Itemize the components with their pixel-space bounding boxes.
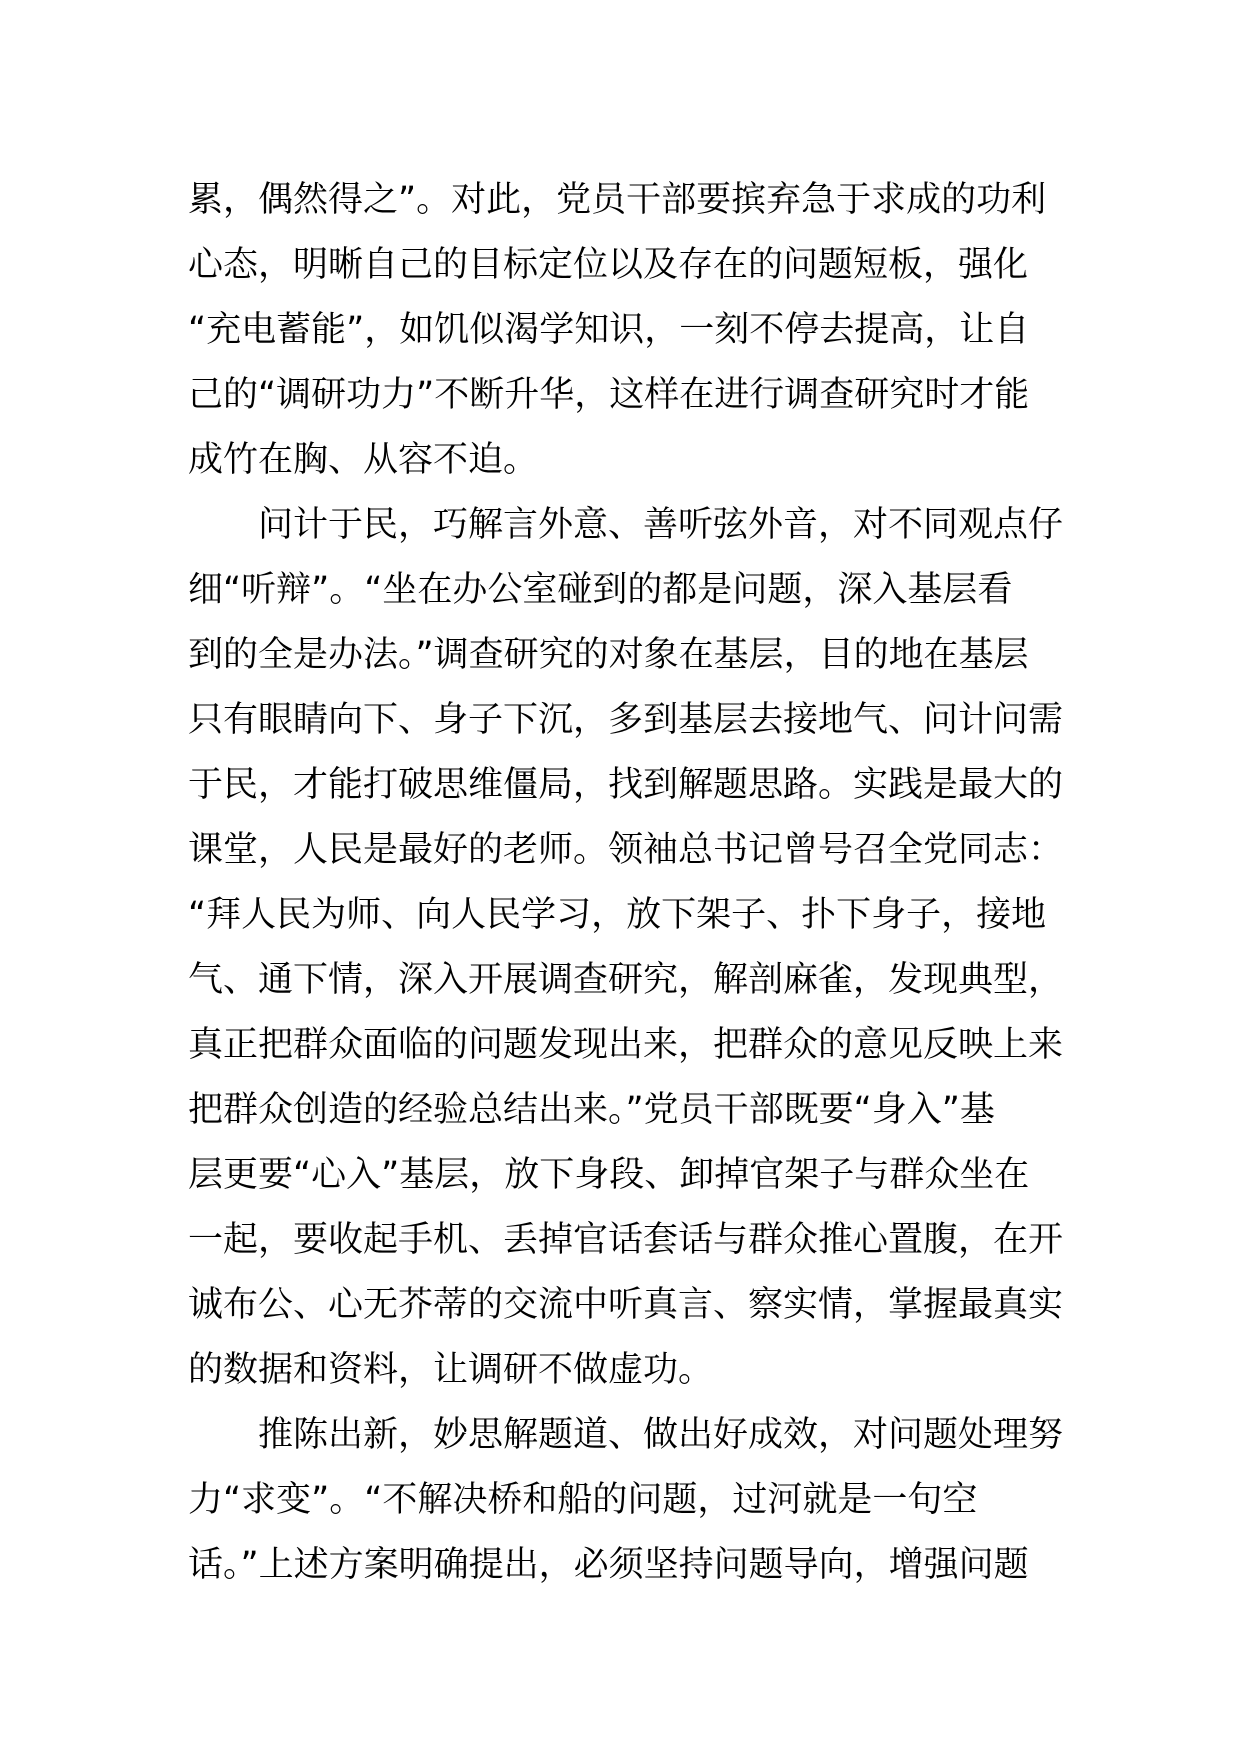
- text-line: 成竹在胸、从容不迫。: [188, 440, 539, 480]
- text-line: 的数据和资料，让调研不做虚功。: [188, 1350, 714, 1390]
- text-line: 己的“调研功力”不断升华，这样在进行调查研究时才能: [188, 375, 1030, 415]
- text-line: 课堂，人民是最好的老师。领袖总书记曾号召全党同志：: [188, 830, 1064, 870]
- text-line: 累，偶然得之”。对此，党员干部要摈弃急于求成的功利: [188, 180, 1047, 220]
- text-line: 话。”上述方案明确提出，必须坚持问题导向，增强问题: [188, 1545, 1029, 1585]
- text-line: 诚布公、心无芥蒂的交流中听真言、察实情，掌握最真实: [188, 1285, 1064, 1325]
- text-line: 层更要“心入”基层，放下身段、卸掉官架子与群众坐在: [188, 1155, 1030, 1195]
- text-line: 于民，才能打破思维僵局，找到解题思路。实践是最大的: [188, 765, 1064, 805]
- text-line: “拜人民为师、向人民学习，放下架子、扑下身子，接地: [188, 895, 1047, 935]
- text-line: 到的全是办法。”调查研究的对象在基层，目的地在基层: [188, 635, 1029, 675]
- text-line: 问计于民，巧解言外意、善听弦外音，对不同观点仔: [188, 505, 1064, 545]
- text-line: 细“听辩”。“坐在办公室碰到的都是问题，深入基层看: [188, 570, 1013, 610]
- text-line: 力“求变”。“不解决桥和船的问题，过河就是一句空: [188, 1480, 978, 1520]
- text-line: 只有眼睛向下、身子下沉，多到基层去接地气、问计问需: [188, 700, 1064, 740]
- body-text: [188, 168, 1068, 1598]
- text-line: “充电蓄能”，如饥似渴学知识，一刻不停去提高，让自: [188, 310, 1030, 350]
- text-line: 一起，要收起手机、丢掉官话套话与群众推心置腹，在开: [188, 1220, 1064, 1260]
- text-line: 心态，明晰自己的目标定位以及存在的问题短板，强化: [188, 245, 1029, 285]
- text-line: 推陈出新，妙思解题道、做出好成效，对问题处理努: [188, 1415, 1064, 1455]
- text-line: 把群众创造的经验总结出来。”党员干部既要“身入”基: [188, 1090, 995, 1130]
- text-line: 真正把群众面临的问题发现出来，把群众的意见反映上来: [188, 1025, 1064, 1065]
- text-line: 气、通下情，深入开展调查研究，解剖麻雀，发现典型，: [188, 960, 1064, 1000]
